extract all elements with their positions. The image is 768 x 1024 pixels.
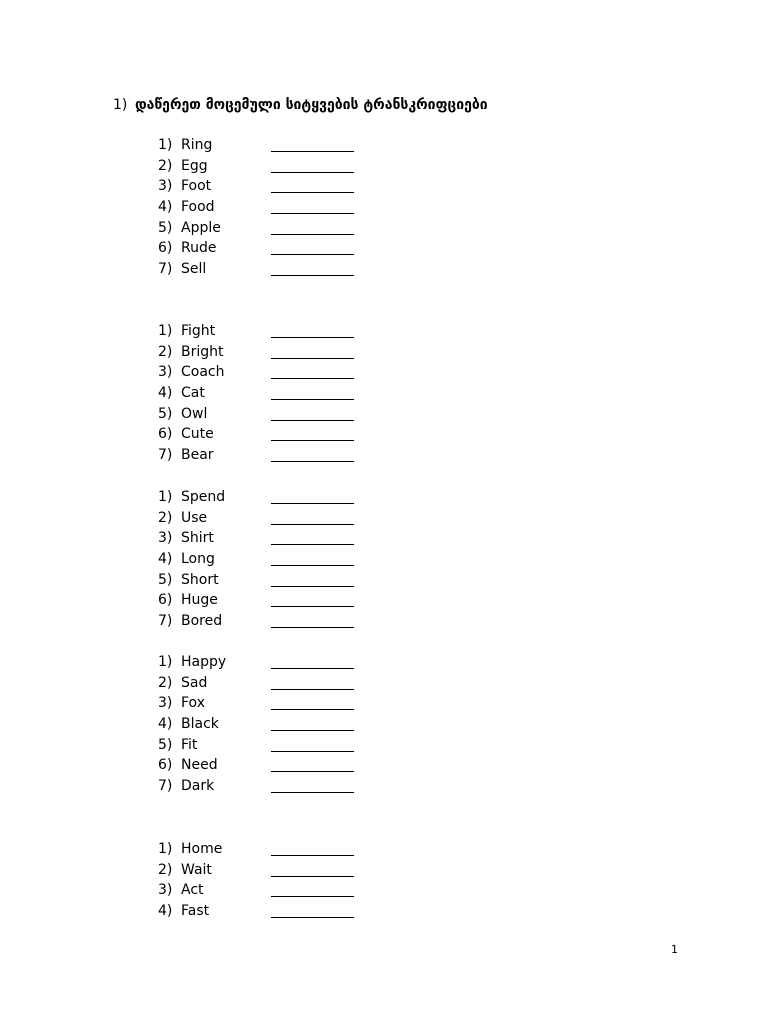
answer-blank[interactable] xyxy=(271,896,354,897)
answer-blank[interactable] xyxy=(271,627,354,628)
item-number: 2) xyxy=(158,343,173,360)
item-word: Fit xyxy=(181,736,198,753)
exercise-heading xyxy=(113,96,488,114)
item-number: 3) xyxy=(158,530,173,547)
item-number: 5) xyxy=(158,219,173,236)
item-word: Sad xyxy=(181,674,208,691)
item-word: Ring xyxy=(181,137,213,153)
item-word: Bored xyxy=(181,613,223,630)
item-number: 5) xyxy=(158,736,173,753)
item-word: Sell xyxy=(181,261,207,278)
exercise-number: 1) xyxy=(113,97,128,113)
item-word: Long xyxy=(181,551,215,568)
item-word: Coach xyxy=(181,364,225,381)
page-number: 1 xyxy=(671,943,678,956)
item-word: Home xyxy=(181,841,223,857)
answer-blank[interactable] xyxy=(271,855,354,856)
item-number: 7) xyxy=(158,261,173,278)
item-number: 4) xyxy=(158,199,173,216)
item-number: 7) xyxy=(158,447,173,464)
answer-blank[interactable] xyxy=(271,792,354,793)
item-number: 2) xyxy=(158,861,173,878)
answer-blank[interactable] xyxy=(271,606,354,607)
item-word: Fast xyxy=(181,903,210,920)
item-number: 7) xyxy=(158,778,173,795)
item-number: 6) xyxy=(158,426,173,443)
item-word: Owl xyxy=(181,405,208,422)
answer-blank[interactable] xyxy=(271,172,354,173)
item-number: 1) xyxy=(158,841,173,857)
item-number: 4) xyxy=(158,716,173,733)
answer-blank[interactable] xyxy=(271,420,354,421)
item-word: Huge xyxy=(181,592,218,609)
answer-blank[interactable] xyxy=(271,668,354,669)
item-word: Shirt xyxy=(181,530,214,547)
item-number: 4) xyxy=(158,903,173,920)
item-word: Dark xyxy=(181,778,215,795)
item-number: 7) xyxy=(158,613,173,630)
item-number: 6) xyxy=(158,240,173,257)
item-word: Food xyxy=(181,199,215,216)
answer-blank[interactable] xyxy=(271,254,354,255)
item-word: Spend xyxy=(181,489,226,505)
answer-blank[interactable] xyxy=(271,378,354,379)
answer-blank[interactable] xyxy=(271,689,354,690)
item-number: 1) xyxy=(158,489,173,505)
item-number: 2) xyxy=(158,674,173,691)
answer-blank[interactable] xyxy=(271,399,354,400)
exercise-instruction: დაწერეთ მოცემული სიტყვების ტრანსკრიფციები xyxy=(135,97,488,113)
item-word: Fight xyxy=(181,323,216,339)
answer-blank[interactable] xyxy=(271,565,354,566)
answer-blank[interactable] xyxy=(271,151,354,152)
item-number: 3) xyxy=(158,364,173,381)
item-word: Egg xyxy=(181,157,208,174)
answer-blank[interactable] xyxy=(271,234,354,235)
item-number: 3) xyxy=(158,178,173,195)
answer-blank[interactable] xyxy=(271,544,354,545)
item-word: Short xyxy=(181,571,219,588)
item-word: Wait xyxy=(181,861,212,878)
item-number: 1) xyxy=(158,323,173,339)
answer-blank[interactable] xyxy=(271,503,354,504)
answer-blank[interactable] xyxy=(271,192,354,193)
answer-blank[interactable] xyxy=(271,876,354,877)
answer-blank[interactable] xyxy=(271,771,354,772)
answer-blank[interactable] xyxy=(271,730,354,731)
item-word: Bright xyxy=(181,343,224,360)
item-word: Fox xyxy=(181,695,205,712)
item-number: 1) xyxy=(158,654,173,670)
item-number: 6) xyxy=(158,757,173,774)
answer-blank[interactable] xyxy=(271,337,354,338)
item-word: Apple xyxy=(181,219,221,236)
item-word: Use xyxy=(181,509,208,526)
item-number: 2) xyxy=(158,509,173,526)
answer-blank[interactable] xyxy=(271,213,354,214)
item-number: 5) xyxy=(158,571,173,588)
answer-blank[interactable] xyxy=(271,917,354,918)
item-number: 4) xyxy=(158,385,173,402)
answer-blank[interactable] xyxy=(271,524,354,525)
item-number: 2) xyxy=(158,157,173,174)
item-word: Cute xyxy=(181,426,214,443)
answer-blank[interactable] xyxy=(271,461,354,462)
answer-blank[interactable] xyxy=(271,709,354,710)
item-word: Cat xyxy=(181,385,205,402)
item-number: 5) xyxy=(158,405,173,422)
answer-blank[interactable] xyxy=(271,586,354,587)
item-number: 3) xyxy=(158,695,173,712)
answer-blank[interactable] xyxy=(271,751,354,752)
answer-blank[interactable] xyxy=(271,358,354,359)
item-number: 3) xyxy=(158,882,173,899)
item-word: Act xyxy=(181,882,204,899)
item-word: Need xyxy=(181,757,218,774)
answer-blank[interactable] xyxy=(271,275,354,276)
item-word: Rude xyxy=(181,240,217,257)
item-number: 4) xyxy=(158,551,173,568)
item-number: 1) xyxy=(158,137,173,153)
answer-blank[interactable] xyxy=(271,440,354,441)
item-word: Bear xyxy=(181,447,214,464)
item-word: Black xyxy=(181,716,219,733)
item-word: Happy xyxy=(181,654,227,670)
item-number: 6) xyxy=(158,592,173,609)
item-word: Foot xyxy=(181,178,212,195)
